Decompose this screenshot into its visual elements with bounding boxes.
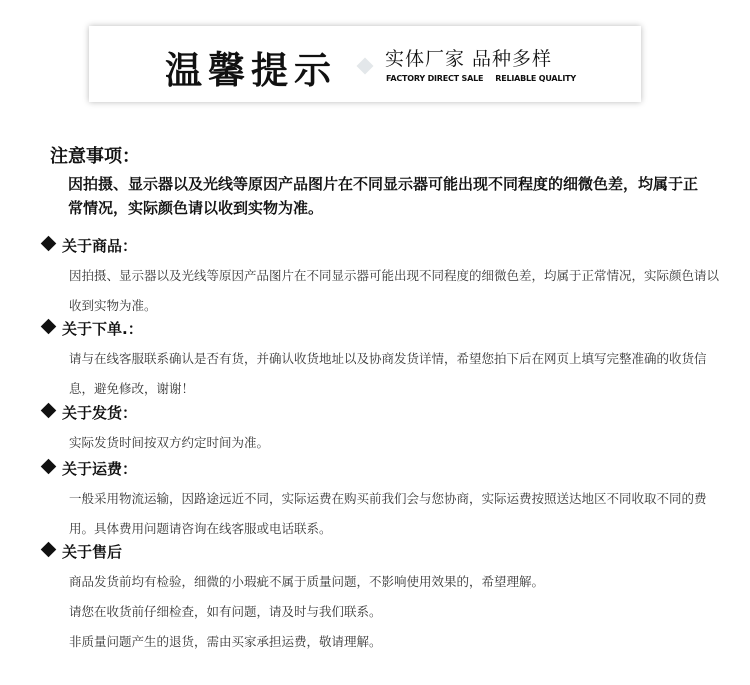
section-freight — [40, 458, 720, 544]
diamond-separator-icon — [357, 58, 374, 75]
section-line: 请您在收货前仔细检查，如有问题，请及时与我们联系。 — [69, 604, 382, 619]
section-title: 关于下单.： — [62, 320, 143, 338]
banner-english-tagline — [386, 74, 576, 83]
section-text — [69, 344, 719, 404]
section-shipping — [40, 402, 720, 458]
section-line: 商品发货前均有检验，细微的小瑕疵不属于质量问题，不影响使用效果的，希望理解。 — [69, 574, 545, 589]
tagline-factory-direct: FACTORY DIRECT SALE — [386, 74, 484, 83]
bullet-diamond-icon — [41, 459, 57, 475]
section-text — [69, 261, 719, 321]
bullet-diamond-icon — [41, 236, 57, 252]
section-line: 一般采用物流运输，因路途远近不同，实际运费在购买前我们会与您协商，实际运费按照送达地区不同收取不同的费用。具体费用问题请咨询在线客服或电话联系。 — [69, 491, 707, 536]
section-product — [40, 235, 720, 321]
bullet-diamond-icon — [41, 403, 57, 419]
section-text — [69, 428, 719, 458]
section-order — [40, 318, 720, 404]
section-line: 请与在线客服联系确认是否有货，并确认收货地址以及协商发货详情，希望您拍下后在网页上填写完整准确的收货信息，避免修改，谢谢！ — [69, 351, 707, 396]
notice-heading: 注意事项： — [50, 146, 140, 167]
section-title: 关于发货： — [62, 404, 138, 422]
section-text — [69, 484, 719, 544]
section-title: 关于售后 — [62, 543, 123, 561]
section-after-sales — [40, 541, 720, 657]
section-title: 关于商品： — [62, 237, 138, 255]
section-title: 关于运费： — [62, 460, 138, 478]
tagline-reliable-quality: RELIABLE QUALITY — [495, 74, 576, 83]
banner-subtitle: 实体厂家 品种多样 — [385, 48, 553, 70]
bullet-diamond-icon — [41, 542, 57, 558]
notice-body: 因拍摄、显示器以及光线等原因产品图片在不同显示器可能出现不同程度的细微色差，均属于正常情况，实际颜色请以收到实物为准。 — [68, 175, 699, 217]
section-line: 非质量问题产生的退货，需由买家承担运费，敬请理解。 — [69, 634, 382, 649]
banner-title: 温馨提示 — [165, 49, 337, 92]
section-line: 因拍摄、显示器以及光线等原因产品图片在不同显示器可能出现不同程度的细微色差，均属于正常情况，实际颜色请以收到实物为准。 — [69, 268, 720, 313]
section-line: 实际发货时间按双方约定时间为准。 — [69, 435, 270, 450]
header-banner — [89, 26, 641, 102]
bullet-diamond-icon — [41, 319, 57, 335]
section-text — [69, 567, 719, 657]
